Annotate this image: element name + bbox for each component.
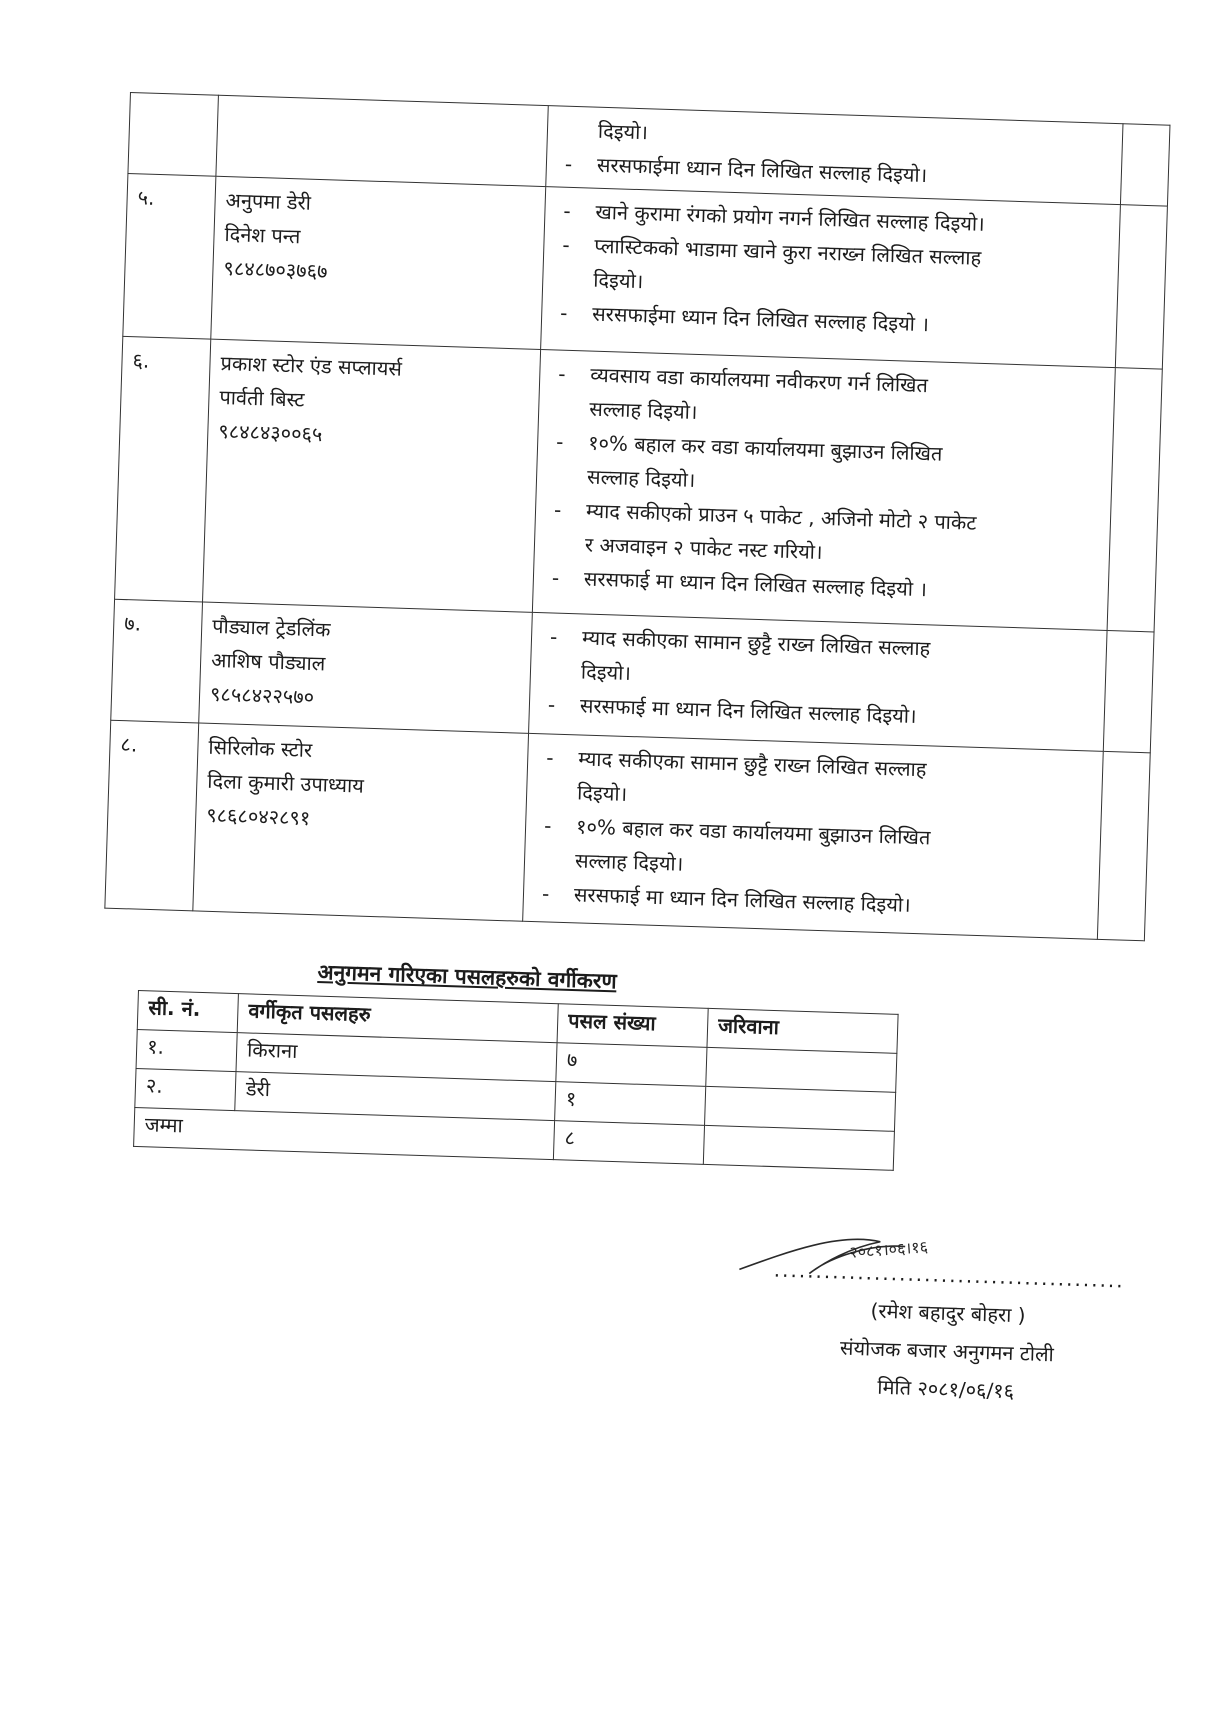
- summary-title: अनुगमन गरिएका पसलहरुको वर्गीकरण: [317, 959, 617, 994]
- remark-line: - १०% बहाल कर वडा कार्यालयमा बुझाउन लिखित: [536, 808, 1091, 859]
- blank-column-cell: [1097, 751, 1150, 940]
- shop-name: प्रकाश स्टोर एंड सप्लायर्स: [220, 350, 403, 381]
- remarks-list: [556, 112, 1112, 197]
- remark-line: - सरसफाईमा ध्यान दिन लिखित सल्लाह दिइयो ।: [552, 295, 1107, 346]
- remarks-cell: [541, 187, 1121, 368]
- summary-fine: [705, 1086, 896, 1131]
- shop-details-cell: [193, 723, 529, 921]
- blank-column-cell: [1115, 205, 1167, 369]
- remark-line: सल्लाह दिइयो।: [588, 396, 698, 424]
- summary-header-category: वर्गीकृत पसलहरु: [237, 994, 558, 1043]
- signatory-designation: संयोजक बजार अनुगमन टोली: [839, 1335, 1055, 1367]
- remark-line: - सरसफाई मा ध्यान दिन लिखित सल्लाह दिइयो।: [539, 687, 1094, 738]
- remark-line: दिइयो।: [592, 267, 644, 294]
- signature-scribble: २०८१।०६।१६: [848, 1237, 929, 1262]
- remarks-list: [534, 740, 1093, 927]
- blank-column-cell: [1120, 124, 1170, 206]
- remark-line: - म्याद सकीएको प्राउन ५ पाकेट , अजिनो मोटो २ पाकेट: [546, 492, 1101, 543]
- remarks-cell: [529, 612, 1108, 751]
- summary-count: १: [555, 1082, 706, 1126]
- remark-line: - म्याद सकीएका सामान छुट्टै राख्न लिखित सल्लाह: [538, 740, 1093, 791]
- remarks-list: [552, 193, 1110, 346]
- row-serial-number: ७.: [111, 599, 203, 723]
- remark-line: - म्याद सकीएका सामान छुट्टै राख्न लिखित सल्लाह: [542, 619, 1097, 670]
- signatory-name: (रमेश बहादुर बोहरा ): [870, 1298, 1026, 1328]
- owner-name: दिनेश पन्त: [224, 222, 301, 249]
- remarks-list: [543, 356, 1104, 611]
- remark-line: दिइयो।: [580, 659, 632, 686]
- inspection-row: [105, 720, 1150, 941]
- signature-block: [755, 1237, 1140, 1414]
- inspection-table: [104, 92, 1170, 941]
- phone-number: ९८५८४२२५७०: [209, 681, 315, 710]
- summary-fine: [706, 1047, 897, 1092]
- owner-name: [229, 102, 538, 112]
- inspection-row: [123, 173, 1168, 369]
- shop-details-cell: [203, 339, 541, 612]
- shop-name: [229, 102, 538, 112]
- row-serial-number: ८.: [105, 720, 199, 911]
- shop-details-cell: [216, 95, 548, 186]
- phone-number: [229, 102, 538, 112]
- summary-total-count: ८: [553, 1121, 704, 1165]
- remark-line: - प्लास्टिकको भाडामा खाने कुरा नराख्न लिखित सल्लाह: [554, 227, 1109, 278]
- owner-name: दिला कुमारी उपाध्याय: [207, 768, 365, 798]
- remarks-cell: [523, 733, 1104, 939]
- shop-details-cell: [211, 176, 546, 349]
- remark-line: सल्लाह दिइयो।: [574, 848, 684, 876]
- phone-number: ९८४८७०३७६७: [223, 256, 328, 284]
- summary-table: [133, 990, 899, 1171]
- phone-number: ९८६८०४२८९१: [205, 802, 311, 831]
- signature-line: ..........................................: [773, 1257, 1126, 1293]
- remark-line: र अजवाइन २ पाकेट नस्ट गरियो।: [584, 532, 823, 564]
- inspection-table-body: [105, 93, 1170, 941]
- summary-header-count: पसल संख्या: [557, 1004, 708, 1048]
- remark-line: - सरसफाईमा ध्यान दिन लिखित सल्लाह दिइयो।: [556, 146, 1111, 197]
- owner-name: पार्वती बिस्ट: [219, 384, 305, 412]
- remark-line: सल्लाह दिइयो।: [586, 464, 696, 492]
- remark-line: - १०% बहाल कर वडा कार्यालयमा बुझाउन लिखित: [548, 424, 1103, 475]
- owner-name: आशिष पौड्याल: [210, 647, 326, 676]
- remark-line: दिइयो।: [576, 780, 628, 806]
- summary-total-fine: [703, 1125, 894, 1170]
- summary-header-sn: सी. नं.: [137, 991, 238, 1033]
- inspection-row: [115, 336, 1163, 632]
- shop-name: सिरिलोक स्टोर: [208, 734, 313, 763]
- summary-category: डेरी: [235, 1072, 556, 1121]
- phone-number: ९८४८४३००६५: [218, 418, 323, 447]
- remark-line: - सरसफाई मा ध्यान दिन लिखित सल्लाह दिइयो।: [534, 876, 1089, 927]
- shop-details-cell: [199, 602, 533, 733]
- row-serial-number: ६.: [115, 336, 211, 602]
- remark-line: - सरसफाई मा ध्यान दिन लिखित सल्लाह दिइयो ।: [543, 560, 1098, 611]
- row-serial-number: [128, 93, 219, 177]
- summary-sn: १.: [136, 1029, 237, 1071]
- row-serial-number: ५.: [123, 173, 216, 339]
- remark-line: दिइयो।: [597, 118, 649, 145]
- remark-line: - व्यवसाय वडा कार्यालयमा नवीकरण गर्न लिखित: [550, 356, 1105, 407]
- signature-date: मिति २०८१/०६/१६: [876, 1374, 1015, 1404]
- blank-column-cell: [1103, 630, 1154, 752]
- shop-name: पौड्याल ट्रेडलिंक: [211, 613, 331, 642]
- summary-count: ७: [556, 1043, 707, 1087]
- remark-line: - खाने कुरामा रंगको प्रयोग नगर्न लिखित सल्लाह दिइयो।: [555, 193, 1110, 244]
- handwritten-signature-graphic: [729, 1209, 1031, 1298]
- summary-header-fine: जरिवाना: [707, 1008, 898, 1053]
- summary-category: किराना: [236, 1033, 557, 1082]
- remarks-cell: [532, 350, 1115, 631]
- blank-column-cell: [1107, 368, 1162, 632]
- summary-sn: २.: [135, 1068, 236, 1110]
- summary-total-label: जम्मा: [134, 1107, 555, 1159]
- shop-name: अनुपमा डेरी: [225, 188, 312, 215]
- remarks-list: [539, 619, 1096, 738]
